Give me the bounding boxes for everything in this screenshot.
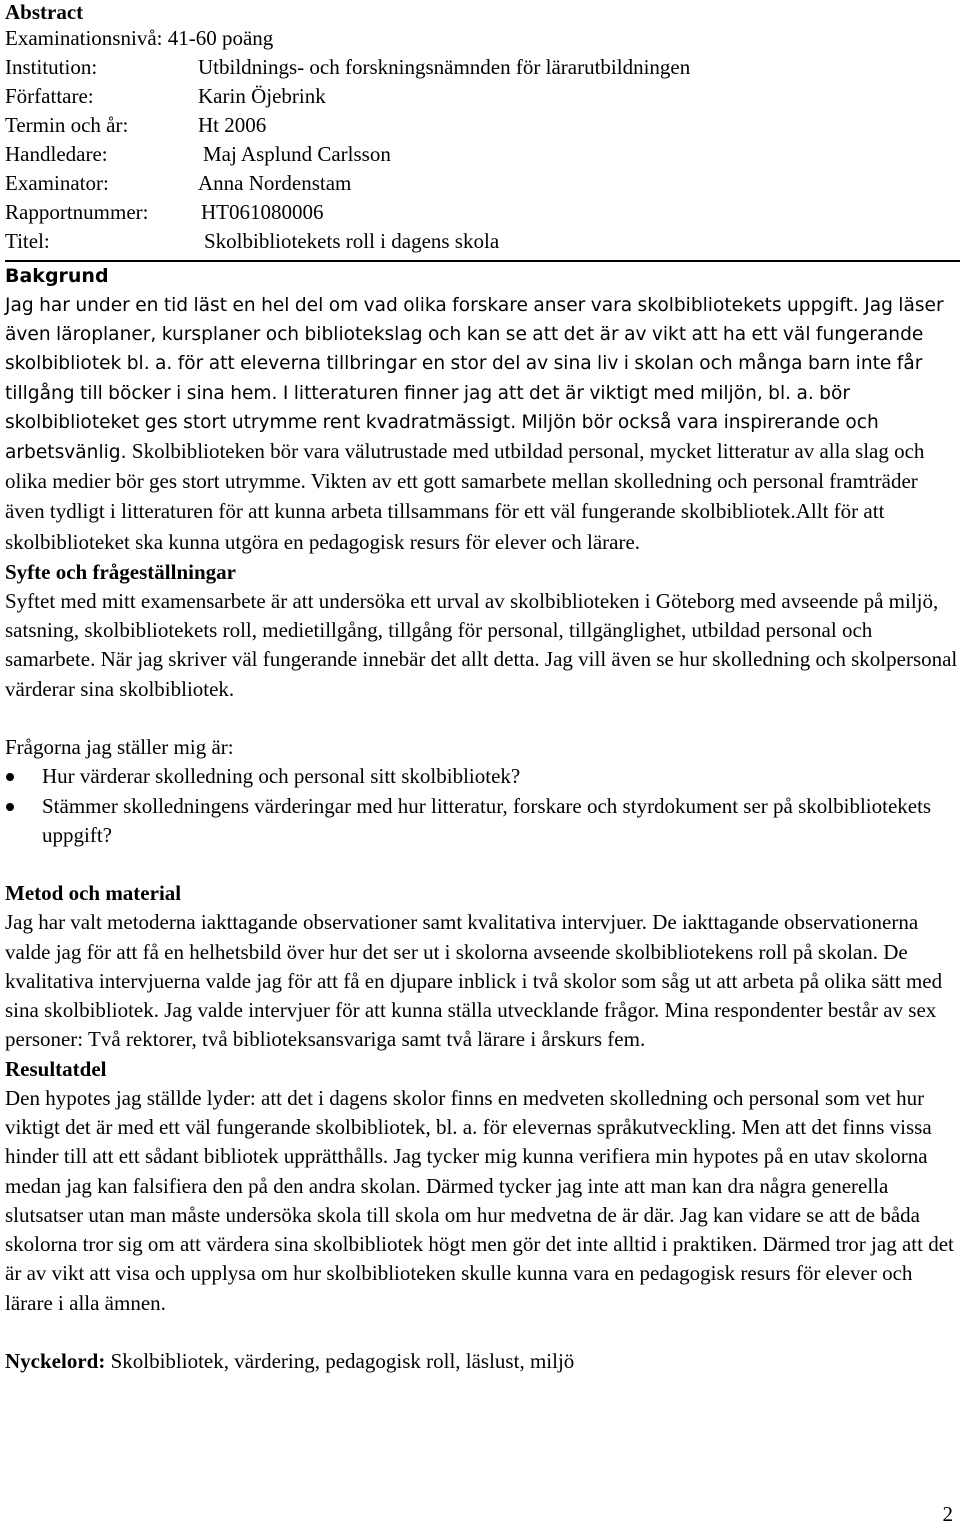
- keywords-label: Nyckelord:: [5, 1349, 106, 1374]
- question-text: Hur värderar skolledning och personal sitt skolbibliotek?: [42, 764, 521, 789]
- meta-label: Examinationsnivå: 41-60 poäng: [5, 26, 274, 50]
- questions-intro: Frågorna jag ställer mig är:: [5, 735, 234, 760]
- meta-row-examiner: [5, 169, 960, 198]
- question-text: Stämmer skolledningens värderingar med hur litteratur, forskare och styrdokument ser på skolbibliotekets uppgift?: [42, 793, 932, 847]
- meta-row-report-number: [5, 198, 960, 227]
- meta-value: Anna Nordenstam: [198, 171, 352, 195]
- spacer: [5, 1318, 960, 1347]
- metadata-block: [5, 24, 960, 256]
- bakgrund-text-sans: Jag har under en tid läst en hel del om vad olika forskare anser vara skolbibliotekets uppgift. Jag läser även läroplaner, kursplaner och bibliotekslag och kan se att det är av vikt att ha ett väl fungerande skolbibliotek bl. a. för att eleverna tillbringar en stor del av sina liv i skolan och många barn inte får tillgång till böcker i sina hem. I litteraturen finner jag att det är viktigt med miljön, bl. a. bör skolbiblioteket ges stort utrymme rent kvadratmässigt. Miljön bör också vara inspirerande och arbetsvänlig.: [5, 295, 944, 464]
- abstract-heading: Abstract: [5, 0, 84, 24]
- bullet-icon: [6, 773, 14, 781]
- meta-value: Maj Asplund Carlsson: [203, 142, 391, 166]
- meta-row-level: [5, 24, 960, 53]
- meta-value: Ht 2006: [198, 113, 267, 137]
- section-metod: [5, 879, 960, 1054]
- section-paragraph: Den hypotes jag ställde lyder: att det i dagens skolor finns en medveten skolledning och personal som vet hur viktigt det är med ett väl fungerande skolbibliotek, bl. a. för elevernas språkutveckling. Men att det finns vissa hinder till att ett sådant bibliotek upprätthålls. Jag tycker mig kunna verifiera min hypotes på en utav skolorna medan jag kan falsifiera den på den andra skolan. Därmed tycker jag inte att man kan dra några generella slutsatser utan man måste undersöka skola till skola om hur medvetna de är där. Jag kan vidare se att de båda skolorna tror sig om att värdera sina skolbibliotek högt men gör det inte alltid i praktiken. Därmed tror jag att det är av vikt att visa och upplysa om hur skolbiblioteken skulle kunna vara en pedagogisk resurs för elever och lärare i alla ämnen.: [5, 1085, 954, 1315]
- meta-label: Institution:: [5, 55, 98, 79]
- meta-row-supervisor: [5, 140, 960, 169]
- section-bakgrund: [5, 262, 960, 558]
- meta-row-institution: [5, 53, 960, 82]
- spacer: [5, 850, 960, 879]
- meta-value: Karin Öjebrink: [198, 84, 326, 108]
- section-paragraph: Jag har valt metoderna iakttagande observationer samt kvalitativa intervjuer. De iakttagande observationerna valde jag för att få en helhetsbild över hur det ser ut i skolorna avseende skolbibliotekens roll på skolan. De kvalitativa intervjuerna valde jag för att få en djupare inblick i två skolor som såg ut att arbeta på olika sätt med sina skolbibliotek. Jag valde intervjuer för att kunna ställa utvecklande frågor. Mina respondenter består av sex personer: Två rektorer, två biblioteksansvariga samt två lärare i årskurs fem.: [5, 910, 943, 1052]
- section-paragraph: [5, 291, 960, 558]
- section-heading: Resultatdel: [5, 1056, 107, 1081]
- keywords-line: [5, 1347, 960, 1376]
- section-resultat: [5, 1055, 960, 1347]
- list-item: [5, 792, 960, 851]
- meta-label: Termin och år:: [5, 113, 129, 137]
- meta-row-title: [5, 227, 960, 256]
- meta-label: Examinator:: [5, 171, 109, 195]
- section-paragraph: Syftet med mitt examensarbete är att undersöka ett urval av skolbiblioteken i Göteborg med avseende på miljö, satsning, skolbibliotekets roll, medietillgång, tillgång för personal, tillgänglighet, utbildad personal och samarbete. När jag skriver väl fungerande innebär det allt detta. Jag vill även se hur skolledning och skolpersonal värderar sina skolbibliotek.: [5, 588, 958, 701]
- section-heading: Metod och material: [5, 881, 182, 906]
- meta-label: Titel:: [5, 229, 50, 253]
- bullet-icon: [6, 803, 14, 811]
- meta-value: HT061080006: [201, 200, 324, 224]
- meta-value: Skolbibliotekets roll i dagens skola: [204, 229, 500, 253]
- meta-row-author: [5, 82, 960, 111]
- meta-value: Utbildnings- och forskningsnämnden för lärarutbildningen: [198, 55, 691, 79]
- meta-label: Rapportnummer:: [5, 200, 149, 224]
- list-item: [5, 762, 960, 791]
- page-number: 2: [942, 1502, 953, 1526]
- meta-row-term: [5, 111, 960, 140]
- keywords-text: Skolbibliotek, värdering, pedagogisk roll, läslust, miljö: [110, 1349, 575, 1374]
- questions-list: [5, 762, 960, 850]
- spacer: [5, 704, 960, 733]
- meta-label: Handledare:: [5, 142, 108, 166]
- meta-label: Författare:: [5, 84, 94, 108]
- section-syfte: [5, 558, 960, 879]
- section-heading: Bakgrund: [5, 265, 109, 287]
- bakgrund-text-serif: Skolbiblioteken bör vara välutrustade med utbildad personal, mycket litteratur av alla slag och olika medier bör ges stort utrymme. Vikten av ett gott samarbete mellan skolledning och personal framträder även tydligt i litteraturen för att kunna arbeta tillsammans för ett väl fungerande skolbibliotek.Allt för att skolbiblioteket ska kunna utgöra en pedagogisk resurs för elever och lärare.: [5, 439, 925, 554]
- document-page: [5, 0, 960, 1376]
- section-heading: Syfte och frågeställningar: [5, 559, 236, 584]
